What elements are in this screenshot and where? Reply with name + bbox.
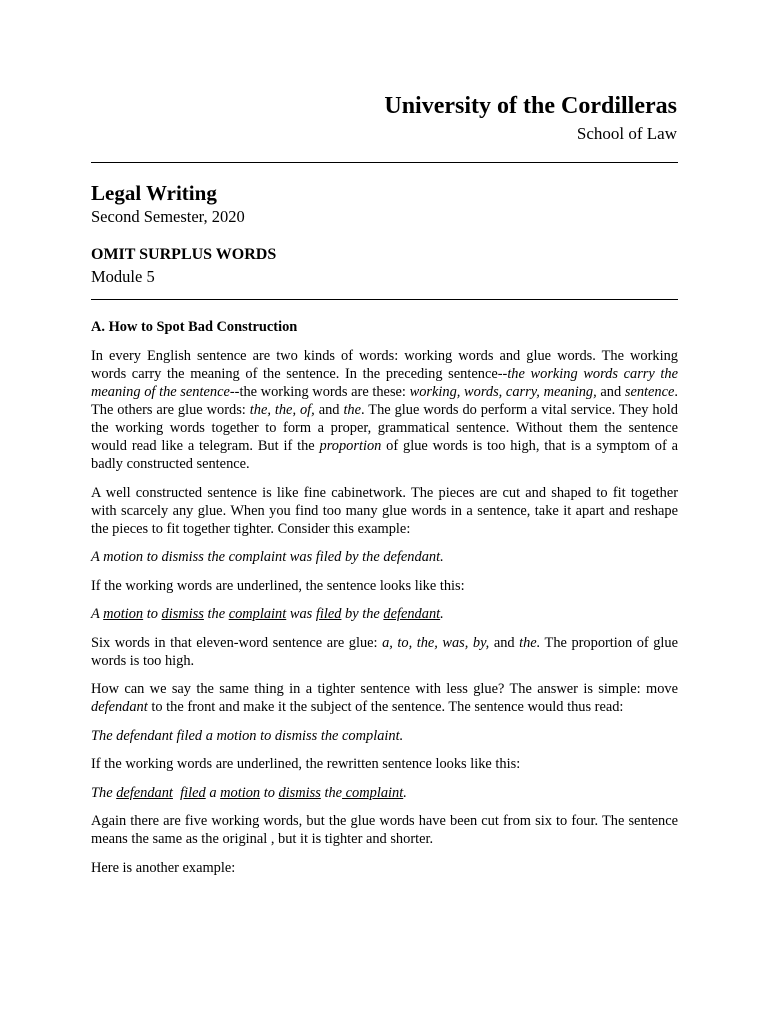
working-word: motion	[220, 784, 261, 801]
text-run: and	[489, 634, 520, 651]
working-word: dismiss	[278, 784, 321, 801]
header-divider	[91, 162, 678, 163]
glue-word: the	[203, 606, 229, 622]
glue-word: by the	[341, 606, 384, 622]
glue-word: .	[440, 606, 444, 622]
glue-word: The	[91, 784, 117, 801]
module-title: OMIT SURPLUS WORDS	[91, 246, 277, 263]
paragraph-rewritten-intro: If the working words are underlined, the rewritten sentence looks like this:	[91, 756, 521, 772]
glue-word: .	[403, 784, 407, 801]
italic-run: working, words, carry, meaning,	[409, 384, 597, 400]
text-run: --the working words are these:	[229, 384, 410, 400]
glue-word: a	[205, 784, 221, 801]
section-body	[91, 318, 678, 887]
text-run: Six words in that eleven-word sentence are glue:	[91, 634, 383, 651]
text-run: of glue words is too high, that is a symptom of a badly constructed sentence.	[91, 438, 678, 472]
paragraph-underlined-intro: If the working words are underlined, the sentence looks like this:	[91, 577, 465, 594]
italic-run: defendant	[91, 699, 148, 715]
text-run: The proportion of glue words is too high.	[91, 634, 678, 669]
italic-run: sentence	[624, 384, 675, 400]
example-sentence-2-underlined	[91, 784, 678, 802]
working-word: motion	[103, 606, 144, 622]
working-word: complaint	[228, 606, 287, 622]
text-run: to the front and make it the subject of the sentence. The sentence would thus read:	[147, 699, 624, 715]
paragraph-glue-words-intro	[91, 347, 678, 473]
text-run: and	[596, 384, 625, 400]
italic-run: the.	[519, 634, 541, 651]
italic-run: the	[343, 402, 362, 418]
working-word: complaint	[342, 784, 404, 801]
working-word: dismiss	[161, 606, 204, 622]
paragraph-result: Again there are five working words, but the glue words have been cut from six to four. The sentence means the same as the original , but it is tighter and shorter.	[91, 813, 678, 847]
example-sentence-1-underlined	[91, 605, 678, 623]
text-run: and	[314, 402, 344, 418]
italic-run: proportion	[319, 438, 382, 454]
italic-run: a, to, the, was, by,	[382, 634, 490, 651]
working-word: filed	[315, 606, 342, 622]
working-word: defendant	[116, 784, 173, 801]
university-name: University of the Cordilleras	[384, 93, 677, 119]
paragraph-cabinetwork: A well constructed sentence is like fine cabinetwork. The pieces are cut and shaped to fit together with scarcely any glue. When you find too many glue words in a sentence, take it apart and reshape the pieces to fit together tighter. Consider this example:	[91, 484, 678, 537]
text-run: . The glue words do perform a vital service. They hold the working words together to form a proper, grammatical sentence. Without them the sentence would read like a telegram. But if the	[91, 402, 678, 454]
course-semester: Second Semester, 2020	[91, 207, 245, 226]
text-run: In every English sentence are two kinds of words: working words and glue words. The working words carry the meaning of the sentence. In the preceding sentence--	[91, 348, 678, 382]
course-title: Legal Writing	[91, 181, 217, 205]
text-run: . The others are glue words:	[91, 384, 678, 418]
module-number: Module 5	[91, 267, 155, 286]
section-heading: A. How to Spot Bad Construction	[91, 319, 298, 335]
glue-word: A	[91, 606, 104, 622]
school-name: School of Law	[576, 124, 677, 143]
working-word: filed	[180, 784, 206, 801]
example-sentence-1: A motion to dismiss the complaint was filed by the defendant.	[91, 549, 444, 565]
italic-run: the, the, of,	[249, 402, 315, 418]
glue-word: the	[320, 784, 343, 801]
glue-word: was	[286, 606, 316, 622]
module-divider	[91, 299, 678, 300]
glue-word: to	[260, 784, 279, 801]
glue-word: to	[143, 606, 162, 622]
paragraph-tighter-sentence	[91, 680, 678, 716]
example-sentence-2: The defendant filed a motion to dismiss the complaint.	[91, 727, 404, 744]
paragraph-glue-count	[91, 634, 678, 670]
working-word: defendant	[383, 606, 441, 622]
italic-run: the working words carry the meaning of the sentence	[91, 366, 678, 400]
paragraph-another-example: Here is another example:	[91, 859, 236, 876]
text-run: How can we say the same thing in a tighter sentence with less glue? The answer is simple: move	[91, 681, 678, 697]
